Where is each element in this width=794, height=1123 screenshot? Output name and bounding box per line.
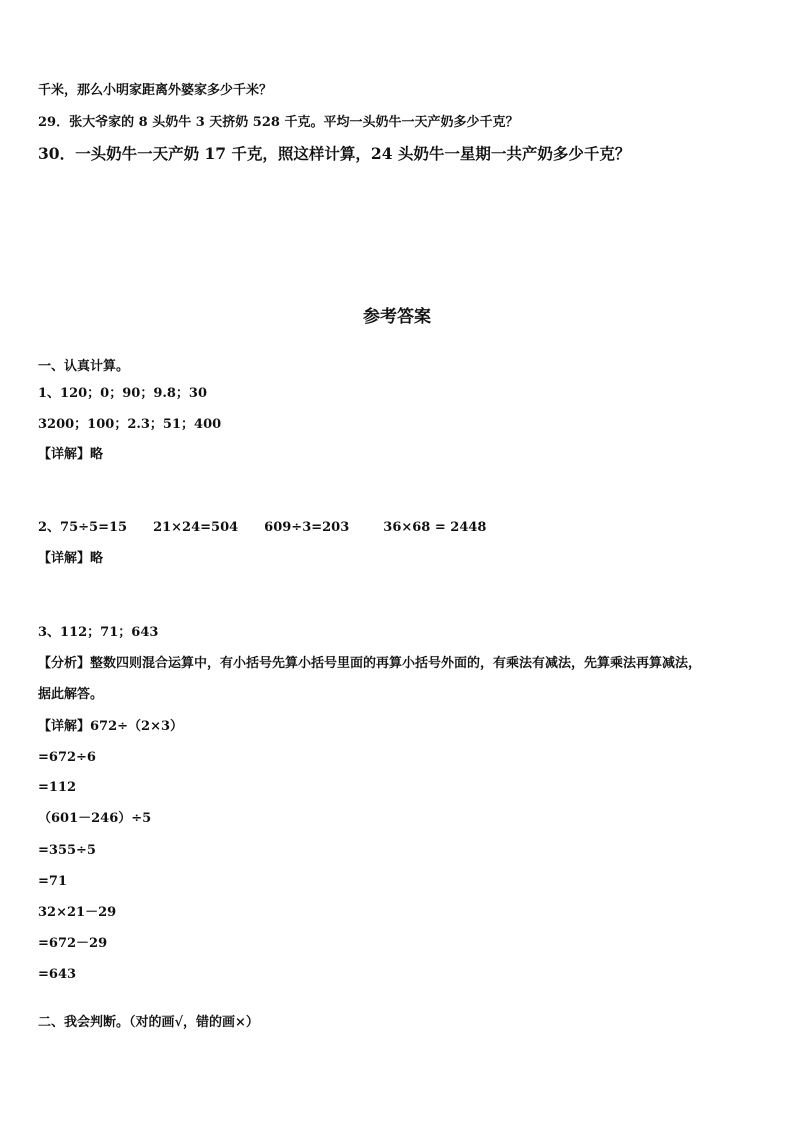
answer-2-detail: 【详解】略 xyxy=(38,551,104,566)
question-29: 29．张大爷家的 8 头奶牛 3 天挤奶 528 千克。平均一头奶牛一天产奶多少千克？ xyxy=(38,115,519,130)
section-2-heading: 二、我会判断。（对的画√，错的画×） xyxy=(38,1015,259,1030)
answer-2-item: 21×24=504 xyxy=(153,520,239,535)
question-30: 30．一头奶牛一天产奶 17 千克，照这样计算，24 头奶牛一星期一共产奶多少千克？ xyxy=(38,144,631,163)
answer-3-line: 3、112；71；643 xyxy=(38,625,159,640)
answer-3-step: =112 xyxy=(38,780,77,795)
answer-3-step: （601－246）÷5 xyxy=(38,811,152,826)
answer-1-detail: 【详解】略 xyxy=(38,447,104,462)
answer-1-line-1: 1、120；0；90；9.8；30 xyxy=(38,386,208,401)
answer-title: 参考答案 xyxy=(363,307,431,327)
answer-2-line xyxy=(38,519,486,537)
answer-3-analysis-1: 【分析】整数四则混合运算中，有小括号先算小括号里面的再算小括号外面的，有乘法有减法，先算乘法再算减法， xyxy=(38,656,702,671)
answer-3-step: =672－29 xyxy=(38,936,108,951)
answer-3-step: =71 xyxy=(38,874,67,889)
answer-2-item: 2、75÷5=15 xyxy=(38,520,128,535)
answer-3-step: =355÷5 xyxy=(38,843,96,858)
answer-3-step: =643 xyxy=(38,967,77,982)
answer-3-analysis-2: 据此解答。 xyxy=(38,687,104,702)
answer-3-step: 32×21－29 xyxy=(38,905,117,920)
answer-1-line-2: 3200；100；2.3；51；400 xyxy=(38,417,222,432)
answer-2-item: 36×68 = 2448 xyxy=(383,520,487,535)
answer-3-step: =672÷6 xyxy=(38,750,96,765)
answer-2-item: 609÷3=203 xyxy=(264,520,350,535)
answer-3-step: 【详解】672÷（2×3） xyxy=(38,719,184,734)
section-1-heading: 一、认真计算。 xyxy=(38,359,130,374)
question-28-tail: 千米，那么小明家距离外婆家多少千米？ xyxy=(38,83,273,98)
